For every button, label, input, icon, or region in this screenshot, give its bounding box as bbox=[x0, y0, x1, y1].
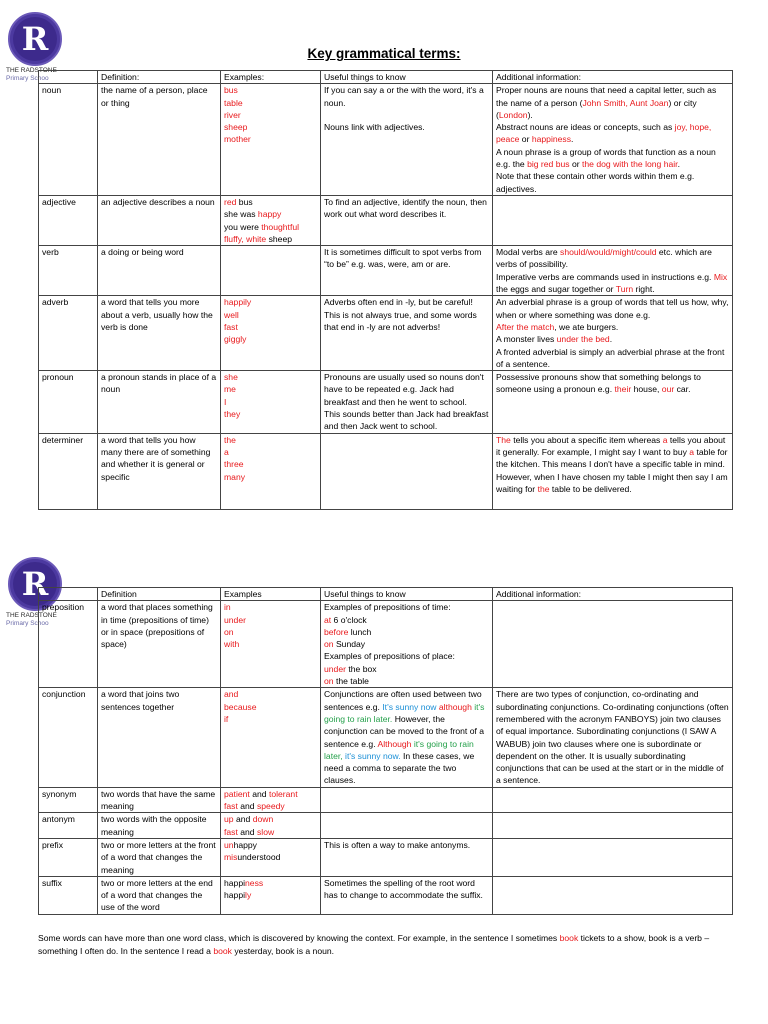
useful-cell: Conjunctions are often used between two sentences e.g. It's sunny now although it's going to rain later. However, the conjunction can be moved to the front of a sentence e.g. Although it's going to rain later, it's sunny now. In these cases, we need a comma to separate the two clauses. bbox=[321, 688, 493, 787]
logo-emblem: R bbox=[8, 557, 62, 611]
term-cell: pronoun bbox=[39, 371, 98, 433]
term-cell: determiner bbox=[39, 433, 98, 509]
useful-cell: If you can say a or the with the word, it's a noun. Nouns link with adjectives. bbox=[321, 84, 493, 196]
useful-cell: Examples of prepositions of time: at 6 o'clock before lunch on Sunday Examples of prepositions of place: under the box on the table bbox=[321, 601, 493, 688]
term-cell: noun bbox=[39, 84, 98, 196]
header-cell: Additional information: bbox=[493, 71, 733, 84]
header-cell: Additional information: bbox=[493, 588, 733, 601]
header-cell: Examples bbox=[221, 588, 321, 601]
table-row bbox=[39, 84, 733, 196]
additional-cell: Possessive pronouns show that something belongs to someone using a pronoun e.g. their house, our car. bbox=[493, 371, 733, 433]
additional-cell bbox=[493, 876, 733, 914]
header-cell: Definition: bbox=[98, 71, 221, 84]
examples-cell: patient and tolerant fast and speedy bbox=[221, 787, 321, 813]
table-row bbox=[39, 601, 733, 688]
table-row bbox=[39, 787, 733, 813]
additional-cell bbox=[493, 195, 733, 245]
table-row bbox=[39, 246, 733, 296]
table-row bbox=[39, 371, 733, 433]
useful-cell: Sometimes the spelling of the root word has to change to accommodate the suffix. bbox=[321, 876, 493, 914]
additional-cell: Proper nouns are nouns that need a capital letter, such as the name of a person (John Smith, Aunt Joan) or city (London). Abstract nouns are ideas or concepts, such as joy, hope, peace or happiness. A noun phrase is a group of words that function as a noun e.g. the big red bus or the dog with the long hair. Note that these contain other words within them e.g. adjectives. bbox=[493, 84, 733, 196]
header-cell: Examples: bbox=[221, 71, 321, 84]
additional-cell: There are two types of conjunction, co-ordinating and subordinating conjunctions. Co-ordinating conjunctions (often remembered with the acronym FANBOYS) join two clauses of equal importance. Subordinating conjunctions (I SAW A WABUB) join two clauses where one is subordinate or dependent on the other. It is usually subordinating conjunctions that can be used at the start or in the middle of a sentence. bbox=[493, 688, 733, 787]
term-cell: adverb bbox=[39, 296, 98, 371]
definition-cell: a word that places something in time (prepositions of time) or in space (prepositions of space) bbox=[98, 601, 221, 688]
header-cell bbox=[39, 71, 98, 84]
table-row bbox=[39, 838, 733, 876]
additional-cell bbox=[493, 813, 733, 839]
term-cell: antonym bbox=[39, 813, 98, 839]
grammar-table-1 bbox=[38, 70, 733, 510]
definition-cell: an adjective describes a noun bbox=[98, 195, 221, 245]
definition-cell: a word that tells you how many there are of something and whether it is general or specific bbox=[98, 433, 221, 509]
additional-cell bbox=[493, 787, 733, 813]
term-cell: prefix bbox=[39, 838, 98, 876]
term-cell: suffix bbox=[39, 876, 98, 914]
header-cell bbox=[39, 588, 98, 601]
definition-cell: two words that have the same meaning bbox=[98, 787, 221, 813]
table-row bbox=[39, 813, 733, 839]
table-header-row bbox=[39, 71, 733, 84]
useful-cell bbox=[321, 433, 493, 509]
examples-cell: red bus she was happy you were thoughtful fluffy, white sheep bbox=[221, 195, 321, 245]
definition-cell: the name of a person, place or thing bbox=[98, 84, 221, 196]
term-cell: conjunction bbox=[39, 688, 98, 787]
examples-cell bbox=[221, 246, 321, 296]
definition-cell: two or more letters at the end of a word that changes the use of the word bbox=[98, 876, 221, 914]
term-cell: verb bbox=[39, 246, 98, 296]
examples-cell: she me I they bbox=[221, 371, 321, 433]
examples-cell: unhappy misunderstood bbox=[221, 838, 321, 876]
term-cell: synonym bbox=[39, 787, 98, 813]
examples-cell: happily well fast giggly bbox=[221, 296, 321, 371]
table-row bbox=[39, 195, 733, 245]
additional-cell bbox=[493, 838, 733, 876]
examples-cell: in under on with bbox=[221, 601, 321, 688]
definition-cell: a word that tells you more about a verb, usually how the verb is done bbox=[98, 296, 221, 371]
logo-emblem: R bbox=[8, 12, 62, 66]
definition-cell: two words with the opposite meaning bbox=[98, 813, 221, 839]
school-name: THE RADSTONE Primary Schoo bbox=[6, 67, 57, 82]
additional-cell: An adverbial phrase is a group of words that tell us how, why, when or where something was done e.g. After the match, we ate burgers. A monster lives under the bed. A fronted adverbial is simply an adverbial phrase at the front of a sentence. bbox=[493, 296, 733, 371]
grammar-table-2 bbox=[38, 587, 733, 915]
examples-cell: and because if bbox=[221, 688, 321, 787]
useful-cell: Pronouns are usually used so nouns don't have to be repeated e.g. Jack had breakfast and then he went to school. This sounds better than Jack had breakfast and then Jack went to school. bbox=[321, 371, 493, 433]
term-cell: preposition bbox=[39, 601, 98, 688]
additional-cell bbox=[493, 601, 733, 688]
examples-cell: bus table river sheep mother bbox=[221, 84, 321, 196]
useful-cell: This is often a way to make antonyms. bbox=[321, 838, 493, 876]
useful-cell: Adverbs often end in -ly, but be careful! This is not always true, and some words that end in -ly are not adverbs! bbox=[321, 296, 493, 371]
examples-cell: the a three many bbox=[221, 433, 321, 509]
additional-cell: The tells you about a specific item whereas a tells you about it generally. For example, I might say I want to buy a table for the kitchen. This means I don't have a specific table in mind. However, when I have chosen my table I might then say I am waiting for the table to be delivered. bbox=[493, 433, 733, 509]
definition-cell: a pronoun stands in place of a noun bbox=[98, 371, 221, 433]
term-cell: adjective bbox=[39, 195, 98, 245]
table-row bbox=[39, 688, 733, 787]
header-cell: Useful things to know bbox=[321, 588, 493, 601]
examples-cell: happiness happily bbox=[221, 876, 321, 914]
table-row bbox=[39, 876, 733, 914]
footer-note: Some words can have more than one word class, which is discovered by knowing the context. For example, in the sentence I sometimes book tickets to a show, book is a verb – something I often do. In the sentence I read a book yesterday, book is a noun. bbox=[38, 933, 710, 956]
useful-cell: It is sometimes difficult to spot verbs from “to be” e.g. was, were, am or are. bbox=[321, 246, 493, 296]
header-cell: Useful things to know bbox=[321, 71, 493, 84]
definition-cell: a doing or being word bbox=[98, 246, 221, 296]
table-row bbox=[39, 433, 733, 509]
definition-cell: a word that joins two sentences together bbox=[98, 688, 221, 787]
header-cell: Definition bbox=[98, 588, 221, 601]
page-title: Key grammatical terms: bbox=[307, 46, 461, 61]
useful-cell: To find an adjective, identify the noun, then work out what word describes it. bbox=[321, 195, 493, 245]
definition-cell: two or more letters at the front of a word that changes the meaning bbox=[98, 838, 221, 876]
additional-cell: Modal verbs are should/would/might/could etc. which are verbs of possibility. Imperative verbs are commands used in instructions e.g. Mix the eggs and sugar together or Turn right. bbox=[493, 246, 733, 296]
useful-cell bbox=[321, 813, 493, 839]
table-row bbox=[39, 296, 733, 371]
school-name: THE RADSTONE Primary Schoo bbox=[6, 612, 57, 627]
examples-cell: up and down fast and slow bbox=[221, 813, 321, 839]
table-header-row bbox=[39, 588, 733, 601]
useful-cell bbox=[321, 787, 493, 813]
